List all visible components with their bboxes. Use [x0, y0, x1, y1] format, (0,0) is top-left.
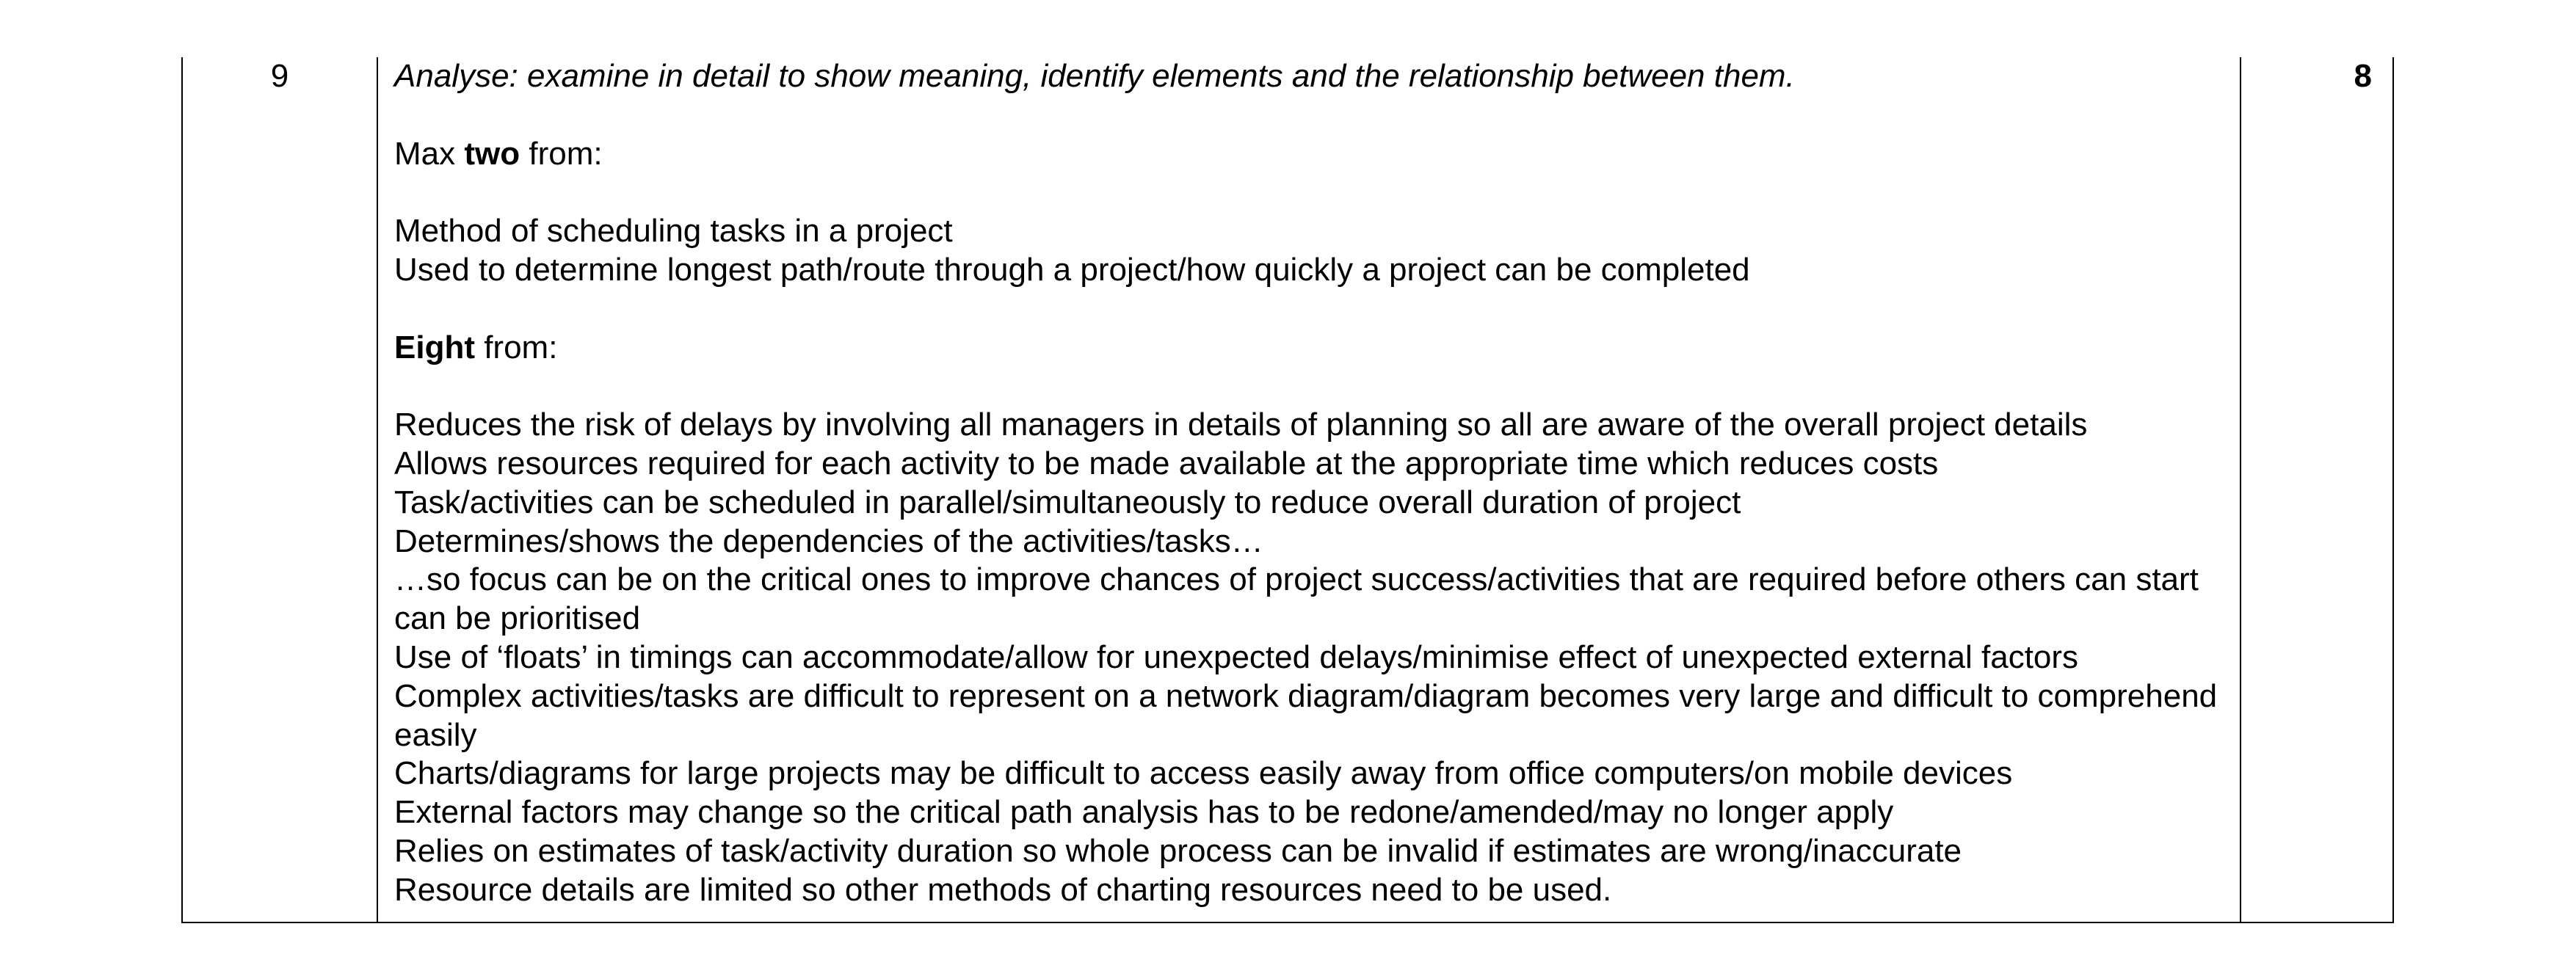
- column-divider-left: [377, 57, 378, 922]
- section-one-suffix: from:: [520, 135, 603, 172]
- section-two-suffix: from:: [474, 329, 558, 365]
- answer-point: Use of ‘floats’ in timings can accommodate/allow for unexpected delays/minimise effect of unexpected external factors: [394, 638, 2079, 675]
- answer-column: [394, 57, 2229, 910]
- answer-point: External factors may change so the critical path analysis has to be redone/amended/may no longer apply: [394, 794, 1894, 831]
- command-word-definition: Analyse: examine in detail to show meaning, identify elements and the relationship between them.: [394, 58, 1795, 94]
- answer-point: Reduces the risk of delays by involving all managers in details of planning so all are aware of the overall project details: [394, 407, 2088, 443]
- question-number: 9: [270, 58, 289, 94]
- answer-point: Used to determine longest path/route through a project/how quickly a project can be completed: [394, 251, 1750, 288]
- answer-point: Determines/shows the dependencies of the activities/tasks…: [394, 523, 1263, 559]
- mark-scheme-table: [181, 57, 2394, 923]
- answer-point: Charts/diagrams for large projects may be difficult to access easily away from office computers/on mobile devices: [394, 755, 2013, 792]
- answer-point: Allows resources required for each activity to be made available at the appropriate time which reduces costs: [394, 445, 1939, 481]
- answer-point: Relies on estimates of task/activity duration so whole process can be invalid if estimates are wrong/inaccurate: [394, 832, 1962, 869]
- section-two-heading: [394, 329, 2229, 368]
- answer-point: …so focus can be on the critical ones to improve chances of project success/activities that are required before others can start can be prioritised: [394, 561, 2199, 637]
- section-two-bold-count: Eight: [394, 329, 475, 365]
- marks-value: 8: [2354, 58, 2372, 94]
- column-divider-right: [2240, 57, 2241, 922]
- answer-point: Method of scheduling tasks in a project: [394, 213, 953, 250]
- answer-point: Task/activities can be scheduled in parallel/simultaneously to reduce overall duration of project: [394, 484, 1741, 520]
- section-one-heading: [394, 135, 2229, 174]
- answer-point: Complex activities/tasks are difficult to represent on a network diagram/diagram becomes very large and difficult to comprehend easily: [394, 677, 2218, 753]
- answer-point: Resource details are limited so other methods of charting resources need to be used.: [394, 871, 1612, 908]
- section-one-prefix: Max: [394, 135, 465, 172]
- section-one-bold-count: two: [464, 135, 520, 172]
